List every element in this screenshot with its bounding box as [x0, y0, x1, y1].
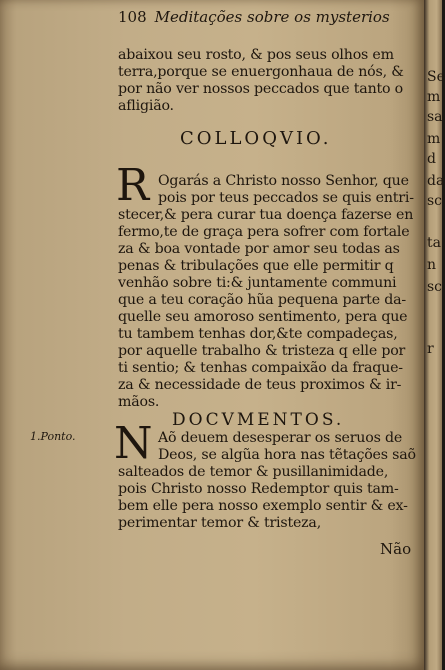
text-line: por não ver nossos peccados que tanto o — [118, 81, 403, 97]
text-line: tu tambem tenhas dor,&te compadeças, — [118, 326, 398, 342]
margin-note: 1.Ponto. — [30, 430, 76, 443]
text-line: Aõ deuem desesperar os seruos de — [158, 430, 403, 446]
facing-page-letter: Se — [427, 69, 445, 85]
facing-page-letter: n — [427, 257, 437, 273]
text-line: Ogarás a Christo nosso Senhor, que — [158, 173, 409, 189]
text-line: venhão sobre ti:& juntamente communi — [118, 275, 397, 291]
facing-page-letter: m — [427, 89, 441, 105]
text-line: bem elle pera nosso exemplo sentir & ex- — [118, 498, 408, 514]
running-title: Meditações sobre os mysterios — [154, 8, 390, 26]
text-line: quelle seu amoroso sentimento, pera que — [118, 309, 408, 325]
text-line: salteados de temor & pusillanimidade, — [118, 464, 389, 480]
running-header — [118, 8, 390, 26]
page-number: 108 — [118, 8, 147, 26]
text-line: abaixou seu rosto, & pos seus olhos em — [118, 47, 394, 63]
text-line: mãos. — [118, 394, 160, 410]
text-line: afligião. — [118, 98, 174, 114]
text-line: pois Christo nosso Redemptor quis tam- — [118, 481, 399, 497]
heading-colloquio: COLLOQVIO. — [180, 128, 332, 149]
text-line: Deos, se algũa hora nas tẽtações saõ — [158, 447, 416, 463]
text-line: por aquelle trabalho & tristeza q elle por — [118, 343, 406, 359]
heading-documentos: DOCVMENTOS. — [172, 410, 345, 430]
facing-page-letter: sc — [427, 193, 443, 209]
text-line: stecer,& pera curar tua doença fazerse en — [118, 207, 414, 223]
facing-page-edge — [424, 0, 445, 670]
catchword: Não — [380, 540, 412, 558]
drop-cap: N — [114, 418, 153, 469]
facing-page-letter: d — [427, 151, 436, 167]
text-line: fermo,te de graça pera sofrer com fortale — [118, 224, 410, 240]
text-line: que a teu coração hũa pequena parte da- — [118, 292, 406, 308]
text-line: perimentar temor & tristeza, — [118, 515, 322, 531]
text-line: terra,porque se enuergonhaua de nós, & — [118, 64, 404, 80]
facing-page-letter: r — [427, 341, 434, 357]
drop-cap: R — [116, 160, 150, 211]
text-line: za & necessidade de teus proximos & ir- — [118, 377, 402, 393]
facing-page-letter: ta — [427, 235, 441, 251]
facing-page-letter: da — [427, 173, 445, 189]
facing-page-letter: sc — [427, 279, 443, 295]
facing-page-letter: m — [427, 131, 441, 147]
text-line: ti sentio; & tenhas compaixão da fraque- — [118, 360, 403, 376]
text-line: pois por teus peccados se quis entri- — [158, 190, 414, 206]
text-line: za & boa vontade por amor seu todas as — [118, 241, 400, 257]
text-line: penas & tribulações que elle permitir q — [118, 258, 394, 274]
facing-page-letter: sa — [427, 109, 443, 125]
